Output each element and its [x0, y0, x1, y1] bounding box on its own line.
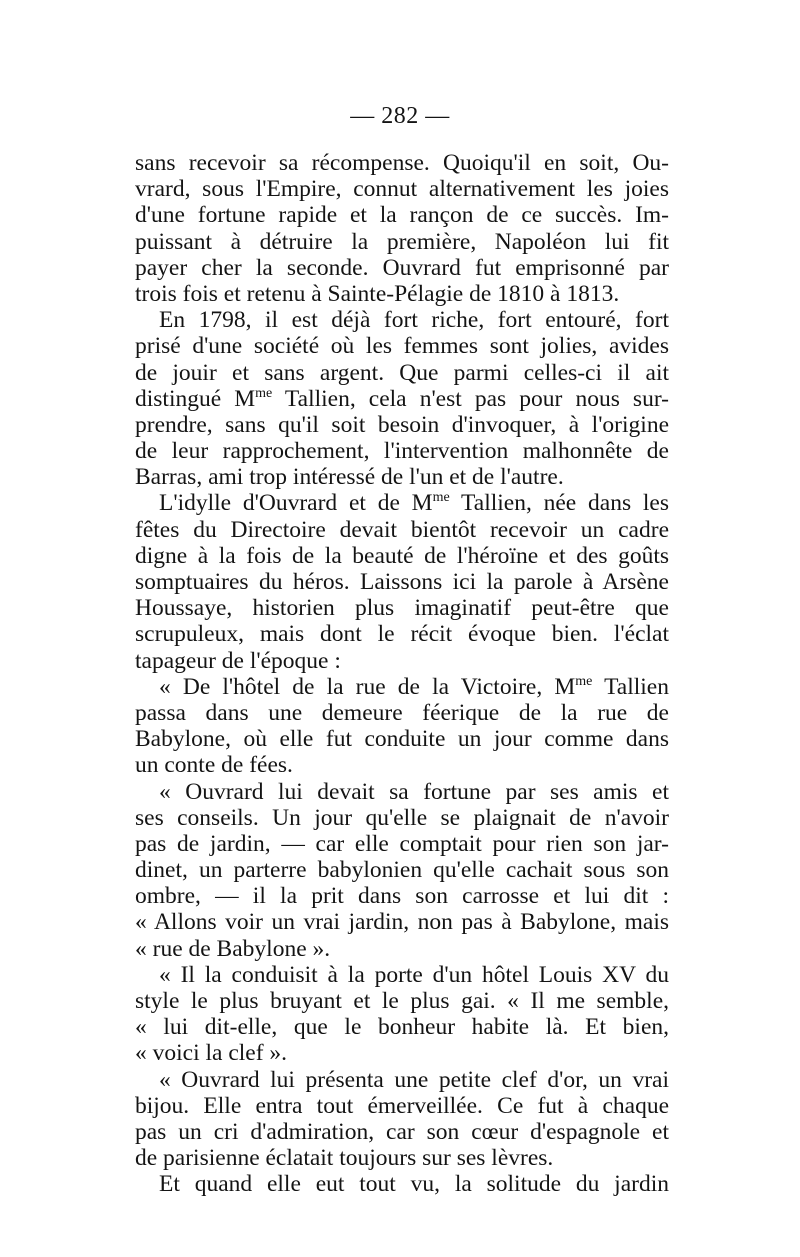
text-line: ombre, — il la prit dans son carrosse et lui dit : — [135, 883, 669, 910]
text-line: dinet, un parterre babylonien qu'elle cachait sous son — [135, 857, 669, 884]
text-line: de parisienne éclatait toujours sur ses lèvres. — [135, 1145, 554, 1172]
text-line: vrard, sous l'Empire, connut alternativement les joies — [135, 176, 669, 203]
page-number: — 282 — — [350, 103, 450, 129]
text-line: scrupuleux, mais dont le récit évoque bien. l'éclat — [135, 621, 669, 648]
text-line: tapageur de l'époque : — [135, 647, 341, 674]
superscript: me — [575, 673, 593, 689]
text-line: Babylone, où elle fut conduite un jour comme dans — [135, 726, 669, 753]
text-line: trois fois et retenu à Sainte-Pélagie de 1810 à 1813. — [135, 280, 620, 307]
text-segment: Tallien, cela n'est pas pour nous sur- — [272, 385, 669, 412]
text-line: « Allons voir un vrai jardin, non pas à Babylone, mais — [135, 909, 669, 936]
text-segment: Tallien, née dans les — [449, 490, 669, 517]
text-line: Et quand elle eut tout vu, la solitude du jardin — [159, 1171, 669, 1198]
text-line: prisé d'une société où les femmes sont jolies, avides — [135, 333, 669, 360]
text-line: pas de jardin, — car elle comptait pour rien son jar- — [135, 830, 669, 857]
text-line: « voici la clef ». — [135, 1040, 288, 1067]
text-line: somptuaires du héros. Laissons ici la parole à Arsène — [135, 569, 669, 595]
text-line: « Il la conduisit à la porte d'un hôtel Louis XV du — [159, 961, 669, 988]
text-segment: « De l'hôtel de la rue de la Victoire, M — [159, 673, 576, 700]
text-segment: L'idylle d'Ouvrard et de M — [159, 490, 433, 517]
text-line — [135, 490, 669, 516]
superscript: me — [432, 490, 450, 506]
text-line: Barras, ami trop intéressé de l'un et de l'autre. — [135, 464, 564, 491]
text-line: prendre, sans qu'il soit besoin d'invoquer, à l'origine — [135, 411, 669, 438]
superscript: me — [255, 385, 273, 401]
text-line: puissant à détruire la première, Napoléon lui fit — [135, 228, 669, 255]
text-line: de jouir et sans argent. Que parmi celles-ci il ait — [135, 359, 669, 386]
text-line: « lui dit-elle, que le bonheur habite là. Et bien, — [135, 1014, 669, 1041]
text-line: passa dans une demeure féerique de la rue de — [135, 699, 669, 726]
text-line: ses conseils. Un jour qu'elle se plaignait de n'avoir — [135, 804, 669, 831]
text-line: sans recevoir sa récompense. Quoiqu'il en soit, Ou- — [135, 150, 669, 176]
text-line: pas un cri d'admiration, car son cœur d'espagnole et — [135, 1118, 669, 1145]
text-segment: distingué M — [135, 385, 256, 412]
text-line: fêtes du Directoire devait bientôt recevoir un cadre — [135, 516, 669, 543]
text-line: Houssaye, historien plus imaginatif peut-être que — [135, 595, 669, 622]
text-line: bijou. Elle entra tout émerveillée. Ce fut à chaque — [135, 1092, 669, 1119]
text-line — [135, 674, 669, 700]
text-line: d'une fortune rapide et la rançon de ce succès. Im- — [135, 202, 669, 229]
text-line: « Ouvrard lui présenta une petite clef d'or, un vrai — [159, 1066, 669, 1093]
text-line: style le plus bruyant et le plus gai. « Il me semble, — [135, 988, 669, 1014]
text-segment: Tallien — [592, 673, 669, 700]
text-line: un conte de fées. — [135, 752, 293, 779]
text-line: de leur rapprochement, l'intervention malhonnête de — [135, 438, 669, 465]
text-line — [135, 386, 669, 412]
text-line: digne à la fois de la beauté de l'héroïne et des goûts — [135, 542, 669, 569]
text-line: « rue de Babylone ». — [135, 935, 331, 962]
text-line: En 1798, il est déjà fort riche, fort entouré, fort — [159, 307, 669, 334]
text-line: « Ouvrard lui devait sa fortune par ses amis et — [159, 778, 669, 805]
body-text — [135, 150, 669, 1198]
text-line: payer cher la seconde. Ouvrard fut emprisonné par — [135, 254, 669, 281]
